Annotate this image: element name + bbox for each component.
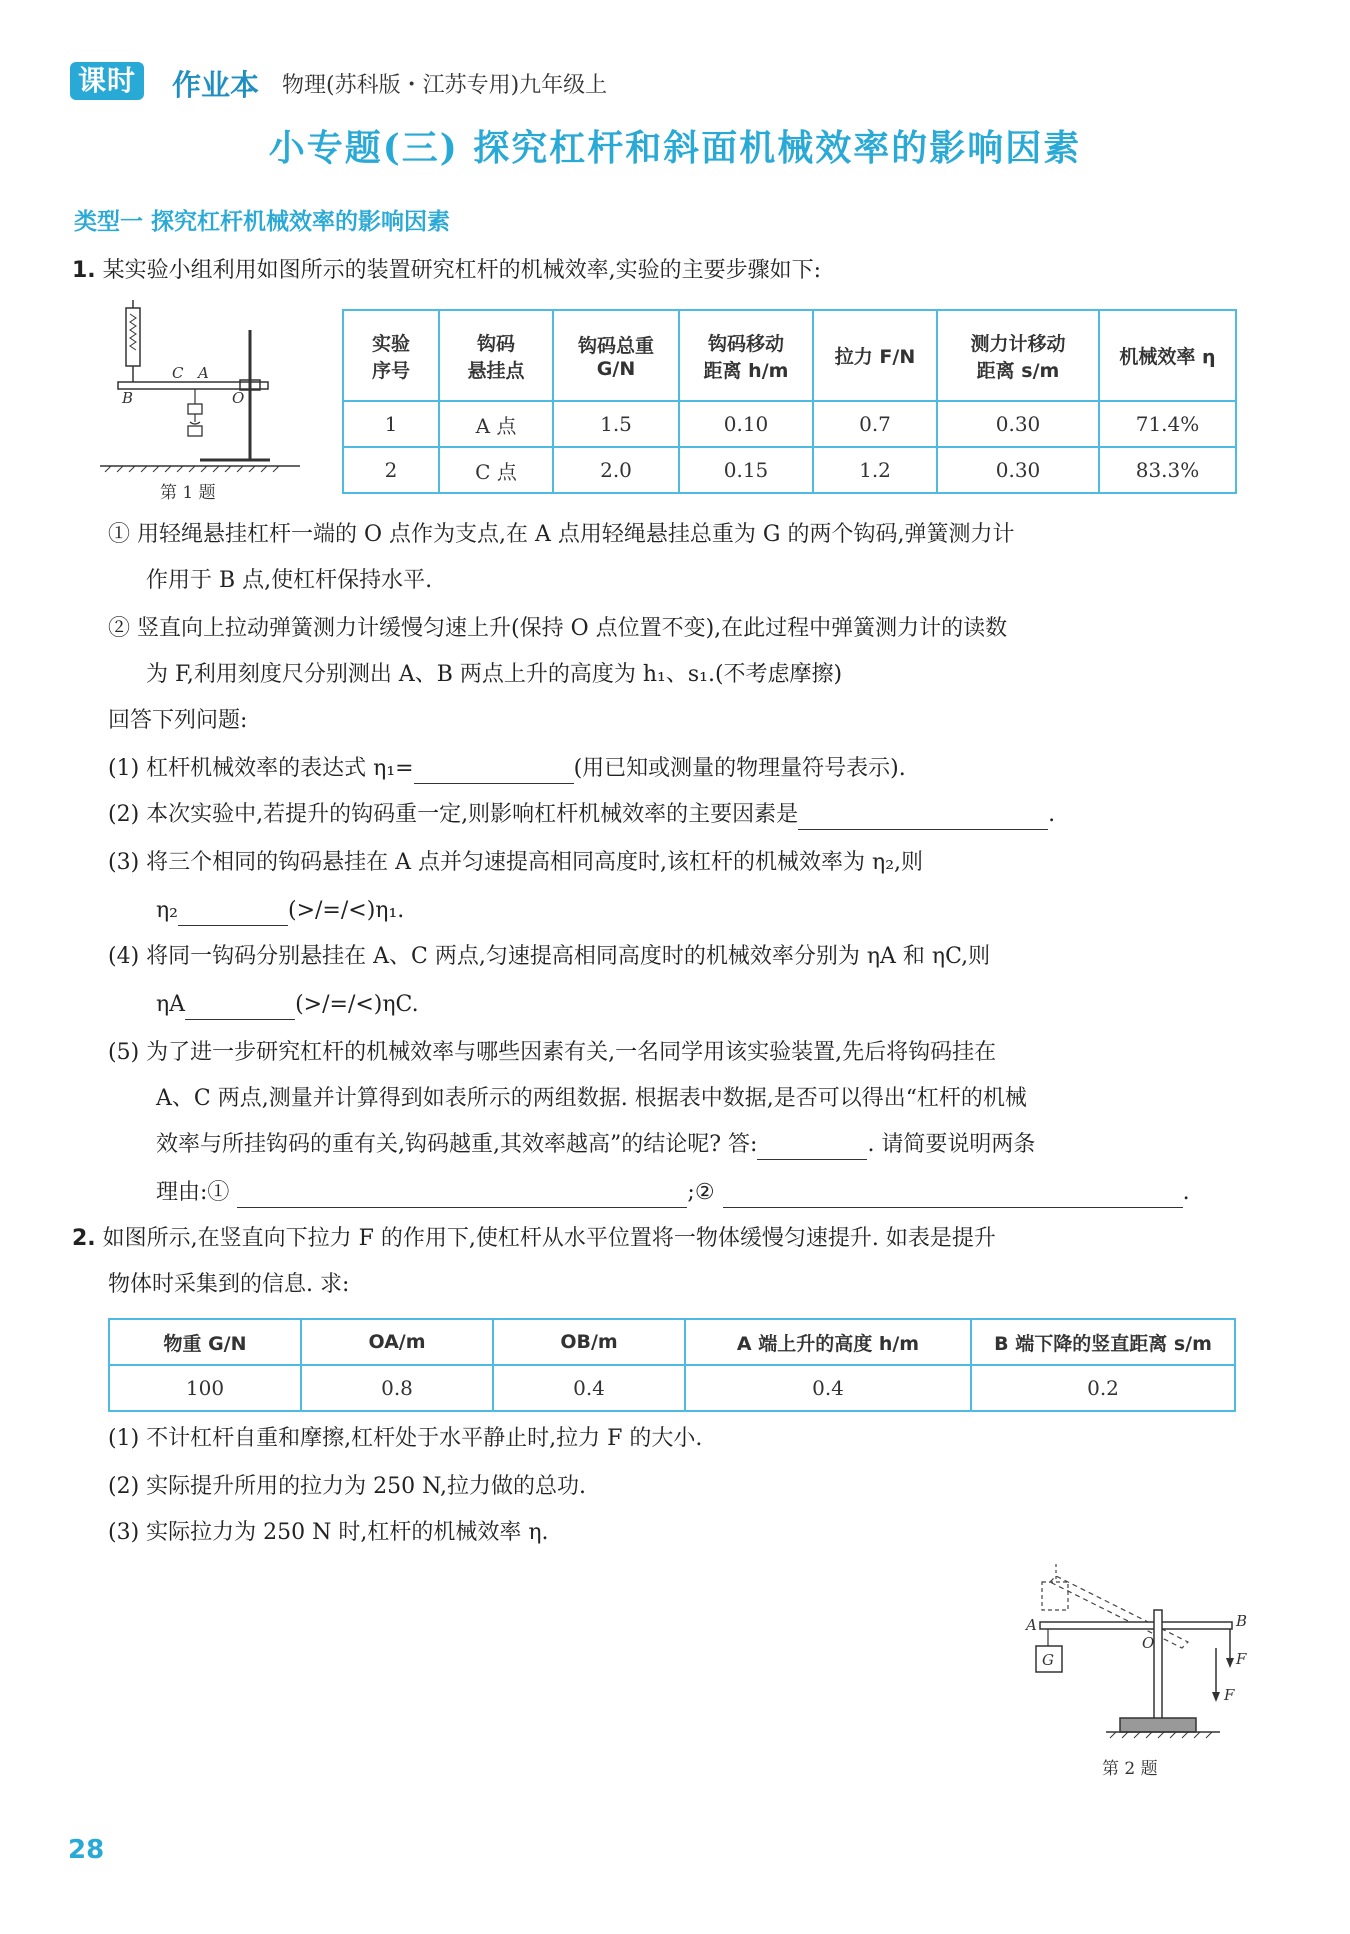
q2-th: OB/m (493, 1319, 685, 1365)
q1-cell: 1 (343, 401, 439, 447)
q1-cell: A 点 (439, 401, 553, 447)
q1-cell: 1.5 (553, 401, 679, 447)
q1-cell: 0.30 (937, 447, 1099, 493)
q2-intro-line2: 物体时采集到的信息. 求: (108, 1272, 350, 1297)
q1-th-2: 钩码总重 G/N (553, 310, 679, 401)
q1-part2: (2) 本次实验中,若提升的钩码重一定,则影响杠杆机械效率的主要因素是 . (108, 800, 1055, 830)
q1-part5-line4: 理由:① ;② . (156, 1178, 1190, 1208)
q1-intro-text: 某实验小组利用如图所示的装置研究杠杆的机械效率,实验的主要步骤如下: (102, 258, 822, 283)
q1-cell: 0.15 (679, 447, 813, 493)
q1-part3-line2: η₂ (>/=/<)η₁. (156, 896, 404, 926)
q2-data-table (108, 1318, 1236, 1412)
q1-number: 1. (72, 258, 96, 283)
brand-name: 作业本 (172, 68, 260, 102)
answer-blank[interactable] (185, 995, 295, 1020)
figure-1-lever-apparatus (100, 300, 300, 480)
answer-blank[interactable] (798, 805, 1048, 830)
q2-cell: 0.4 (493, 1365, 685, 1411)
q1-part1: (1) 杠杆机械效率的表达式 η₁= (用已知或测量的物理量符号表示). (108, 754, 906, 784)
q2-cell: 0.4 (685, 1365, 971, 1411)
q1-th-3: 钩码移动 距离 h/m (679, 310, 813, 401)
q2-cell: 0.2 (971, 1365, 1235, 1411)
q1-cell: 2 (343, 447, 439, 493)
q1-part5-line3: 效率与所挂钩码的重有关,钩码越重,其效率越高”的结论呢? 答: . 请简要说明两条 (156, 1130, 1035, 1160)
q1-step2-line2: 为 F,利用刻度尺分别测出 A、B 两点上升的高度为 h₁、s₁.(不考虑摩擦) (146, 662, 843, 687)
fig2-label-F2: F (1224, 1686, 1235, 1704)
fig2-label-B: B (1236, 1612, 1248, 1630)
figure-1-caption: 第 1 题 (160, 483, 216, 503)
q1-answer-prompt: 回答下列问题: (108, 708, 248, 733)
figure-2-lever-diagram (1020, 1560, 1260, 1750)
q1-cell: 83.3% (1099, 447, 1236, 493)
q1-part4-line1: (4) 将同一钩码分别悬挂在 A、C 两点,匀速提高相同高度时的机械效率分别为 ηA 和 ηC,则 (108, 944, 991, 969)
subject-label: 物理(苏科版・江苏专用)九年级上 (282, 73, 608, 98)
fig2-label-O: O (1142, 1634, 1155, 1652)
q1-cell: 0.7 (813, 401, 937, 447)
fig2-label-G: G (1042, 1651, 1054, 1669)
q1-cell: 71.4% (1099, 401, 1236, 447)
fig2-label-A: A (1026, 1616, 1037, 1634)
q2-th: B 端下降的竖直距离 s/m (971, 1319, 1235, 1365)
q1-cell: 1.2 (813, 447, 937, 493)
q1-th-1: 钩码 悬挂点 (439, 310, 553, 401)
q2-cell: 0.8 (301, 1365, 493, 1411)
q2-intro-line1: 2. 如图所示,在竖直向下拉力 F 的作用下,使杠杆从水平位置将一物体缓慢匀速提升. 如表是提升 (72, 1226, 996, 1251)
q2-th: A 端上升的高度 h/m (685, 1319, 971, 1365)
q1-data-table (342, 309, 1237, 494)
q2-table-header-row (109, 1319, 1235, 1365)
figure-2-caption: 第 2 题 (1102, 1759, 1158, 1779)
brand-logo: 课时 (70, 62, 144, 100)
table-row (109, 1365, 1235, 1411)
answer-blank[interactable] (178, 901, 288, 926)
q1-part5-line1: (5) 为了进一步研究杠杆的机械效率与哪些因素有关,一名同学用该实验装置,先后将钩码挂在 (108, 1040, 997, 1065)
q1-intro (72, 256, 821, 286)
fig1-label-A: A (198, 364, 209, 382)
answer-blank[interactable] (414, 759, 574, 784)
fig1-label-O: O (232, 389, 245, 407)
q2-part1: (1) 不计杠杆自重和摩擦,杠杆处于水平静止时,拉力 F 的大小. (108, 1426, 703, 1451)
q1-part5-line2: A、C 两点,测量并计算得到如表所示的两组数据. 根据表中数据,是否可以得出“杠杆的机械 (156, 1086, 1027, 1111)
q2-number: 2. (72, 1226, 96, 1251)
q2-part2: (2) 实际提升所用的拉力为 250 N,拉力做的总功. (108, 1474, 586, 1499)
q1-cell: C 点 (439, 447, 553, 493)
answer-blank[interactable] (757, 1135, 867, 1160)
q1-part4-line2: ηA (>/=/<)ηC. (156, 990, 419, 1020)
q1-th-6: 机械效率 η (1099, 310, 1236, 401)
table-row (343, 447, 1236, 493)
answer-blank[interactable] (237, 1183, 687, 1208)
q2-th: 物重 G/N (109, 1319, 301, 1365)
q1-step1-line1: ① 用轻绳悬挂杠杆一端的 O 点作为支点,在 A 点用轻绳悬挂总重为 G 的两个钩码,弹簧测力计 (108, 522, 1015, 547)
q2-cell: 100 (109, 1365, 301, 1411)
q1-part3-line1: (3) 将三个相同的钩码悬挂在 A 点并匀速提高相同高度时,该杠杆的机械效率为 η₂,则 (108, 850, 924, 875)
q1-table-header-row (343, 310, 1236, 401)
q1-th-4: 拉力 F/N (813, 310, 937, 401)
q1-step2-line1: ② 竖直向上拉动弹簧测力计缓慢匀速上升(保持 O 点位置不变),在此过程中弹簧测力计的读数 (108, 616, 1008, 641)
q2-th: OA/m (301, 1319, 493, 1365)
q2-part3: (3) 实际拉力为 250 N 时,杠杆的机械效率 η. (108, 1520, 549, 1545)
section-heading: 类型一 探究杠杆机械效率的影响因素 (74, 209, 451, 235)
q1-step1-line2: 作用于 B 点,使杠杆保持水平. (146, 568, 433, 593)
fig2-label-F1: F (1236, 1650, 1247, 1668)
q1-cell: 0.10 (679, 401, 813, 447)
q1-cell: 2.0 (553, 447, 679, 493)
q1-th-0: 实验 序号 (343, 310, 439, 401)
page-title: 小专题(三) 探究杠杆和斜面机械效率的影响因素 (268, 127, 1082, 169)
q1-th-5: 测力计移动 距离 s/m (937, 310, 1099, 401)
q1-cell: 0.30 (937, 401, 1099, 447)
answer-blank[interactable] (723, 1183, 1183, 1208)
table-row (343, 401, 1236, 447)
fig1-label-B: B (122, 389, 134, 407)
page-number: 28 (68, 1835, 105, 1865)
fig1-label-C: C (172, 364, 184, 382)
